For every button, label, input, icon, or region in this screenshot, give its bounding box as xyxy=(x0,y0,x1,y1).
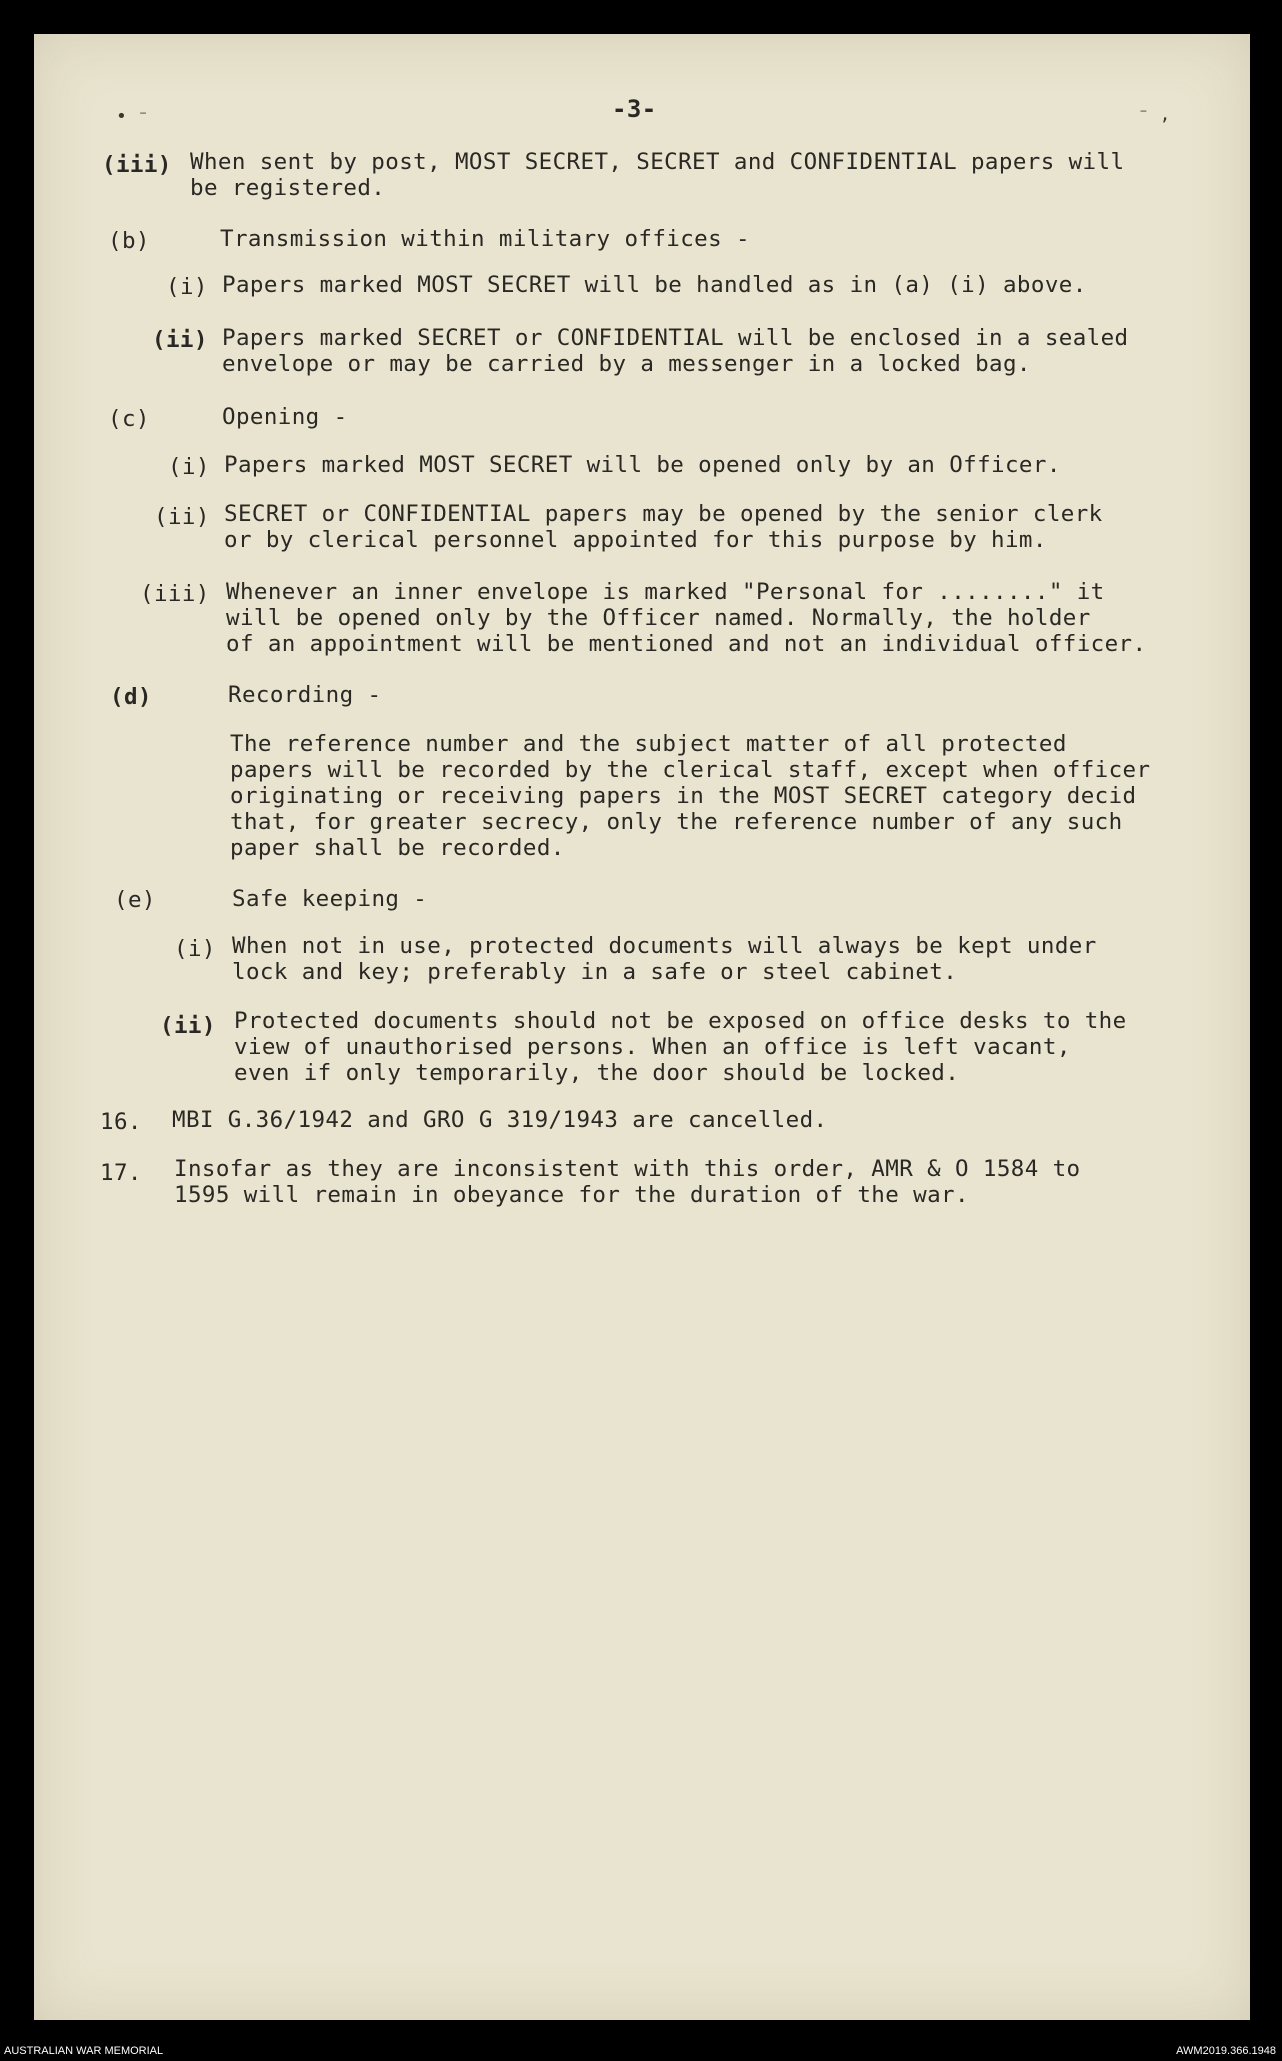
item-marker: (i) xyxy=(168,454,210,480)
body-line: papers will be recorded by the clerical staff, except when officer xyxy=(230,757,1151,783)
section-heading: Opening - xyxy=(222,404,348,430)
body-line: SECRET or CONFIDENTIAL papers may be opened by the senior clerk xyxy=(224,501,1103,527)
body-line: paper shall be recorded. xyxy=(230,835,565,861)
item-marker: (iii) xyxy=(140,581,210,607)
body-line: or by clerical personnel appointed for this purpose by him. xyxy=(224,527,1047,553)
paragraph-number: 16. xyxy=(100,1109,142,1135)
body-line: Papers marked SECRET or CONFIDENTIAL will be enclosed in a sealed xyxy=(222,325,1129,351)
section-heading: Transmission within military offices - xyxy=(220,226,750,252)
item-marker: (ii) xyxy=(160,1013,216,1039)
body-line: of an appointment will be mentioned and not an individual officer. xyxy=(226,631,1147,657)
body-line: The reference number and the subject matter of all protected xyxy=(230,731,1067,757)
paragraph-number: 17. xyxy=(100,1160,142,1186)
section-marker: (d) xyxy=(110,684,152,710)
footer-right-caption: AWM2019.366.1948 xyxy=(1176,2045,1276,2057)
body-line: 1595 will remain in obeyance for the duration of the war. xyxy=(174,1182,969,1208)
section-marker: (b) xyxy=(108,228,150,254)
body-line: When sent by post, MOST SECRET, SECRET and CONFIDENTIAL papers will xyxy=(190,149,1125,175)
item-marker: (i) xyxy=(166,274,208,300)
item-marker: (ii) xyxy=(154,504,210,530)
body-line: that, for greater secrecy, only the reference number of any such xyxy=(230,809,1123,835)
document-page xyxy=(34,34,1250,2020)
body-line: view of unauthorised persons. When an office is left vacant, xyxy=(234,1034,1071,1060)
body-line: Insofar as they are inconsistent with this order, AMR & O 1584 to xyxy=(174,1156,1081,1182)
item-marker: (ii) xyxy=(152,327,208,353)
body-line: will be opened only by the Officer named. Normally, the holder xyxy=(226,605,1091,631)
body-line: Papers marked MOST SECRET will be handled as in (a) (i) above. xyxy=(222,272,1087,298)
corner-mark-left: • ⁻ xyxy=(116,106,149,127)
body-line: be registered. xyxy=(190,175,386,201)
body-line: When not in use, protected documents will always be kept under xyxy=(232,933,1097,959)
body-line: Papers marked MOST SECRET will be opened only by an Officer. xyxy=(224,452,1061,478)
body-line: lock and key; preferably in a safe or steel cabinet. xyxy=(232,959,958,985)
section-marker: (c) xyxy=(108,406,150,432)
item-marker: (iii) xyxy=(102,152,172,178)
body-line: Whenever an inner envelope is marked "Personal for ........" it xyxy=(226,579,1105,605)
body-line: originating or receiving papers in the MOST SECRET category decid xyxy=(230,783,1137,809)
body-line: even if only temporarily, the door should be locked. xyxy=(234,1060,960,1086)
page-number: -3- xyxy=(612,95,657,123)
corner-mark-right: ⁻ , xyxy=(1138,104,1171,125)
section-marker: (e) xyxy=(114,887,156,913)
item-marker: (i) xyxy=(174,936,216,962)
body-line: envelope or may be carried by a messenger in a locked bag. xyxy=(222,351,1031,377)
body-line: Protected documents should not be exposed on office desks to the xyxy=(234,1008,1127,1034)
footer-left-caption: AUSTRALIAN WAR MEMORIAL xyxy=(4,2045,164,2057)
section-heading: Safe keeping - xyxy=(232,886,428,912)
section-heading: Recording - xyxy=(228,682,382,708)
body-line: MBI G.36/1942 and GRO G 319/1943 are cancelled. xyxy=(172,1107,828,1133)
